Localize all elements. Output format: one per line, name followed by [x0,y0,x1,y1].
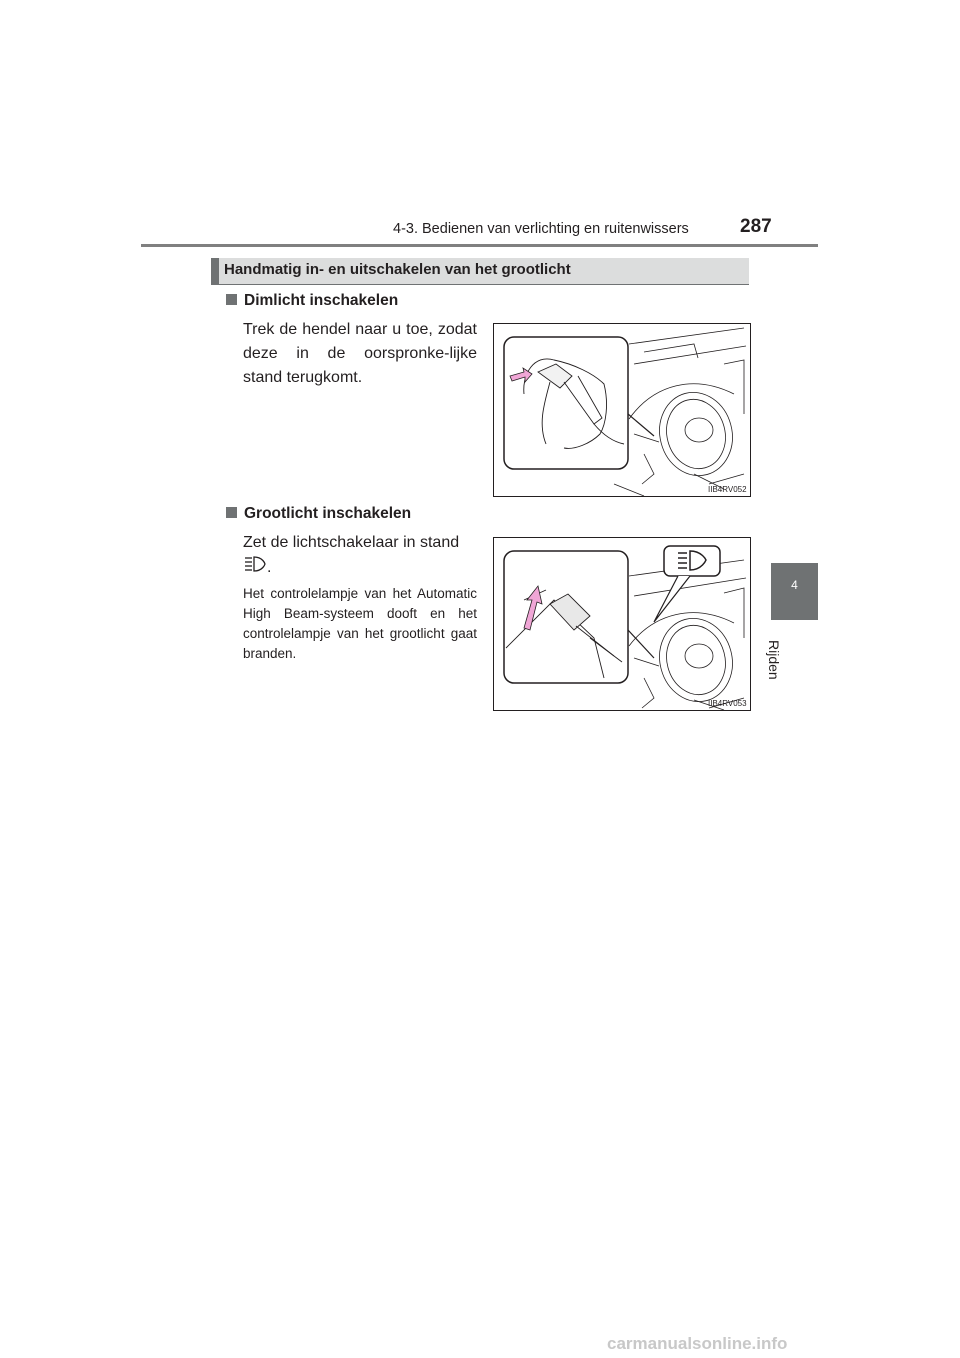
figure-high-beam [493,537,751,711]
high-beam-note: Het controlelampje van het Automatic High Beam-systeem dooft en het controlelampje van het grootlicht gaat branden. [243,586,477,661]
subheading-low-beam [226,292,398,310]
chapter-tab-number: 4 [791,578,798,592]
high-beam-instruction-line1: Zet de lichtschakelaar in stand [243,534,460,551]
high-beam-instruction-period: . [267,559,272,577]
subheading-low-beam-text: Dimlicht inschakelen [244,292,399,309]
chapter-tab-label: Rijden [766,640,782,680]
figure-code: IIB4RV053 [708,699,747,708]
header-rule [141,244,818,247]
figure-code: IIB4RV052 [708,485,747,494]
subheading-high-beam-text: Grootlicht inschakelen [244,505,412,522]
section-title: Handmatig in- en uitschakelen van het grootlicht [224,261,571,278]
square-bullet-icon [226,507,237,518]
high-beam-instruction-line2 [243,555,303,581]
figure-low-beam [493,323,751,497]
chapter-title: 4-3. Bedienen van verlichting en ruitenwissers [393,221,689,237]
low-beam-instruction: Trek de hendel naar u toe, zodat deze in de oorspronke-lijke stand terugkomt. [243,321,477,386]
high-beam-icon [243,555,267,581]
page-number: 287 [740,216,772,237]
subheading-high-beam [226,505,411,523]
section-title-accent [211,258,219,285]
low-beam-illustration [494,324,750,496]
high-beam-illustration [494,538,750,710]
watermark: carmanualsonline.info [607,1334,788,1353]
square-bullet-icon [226,294,237,305]
